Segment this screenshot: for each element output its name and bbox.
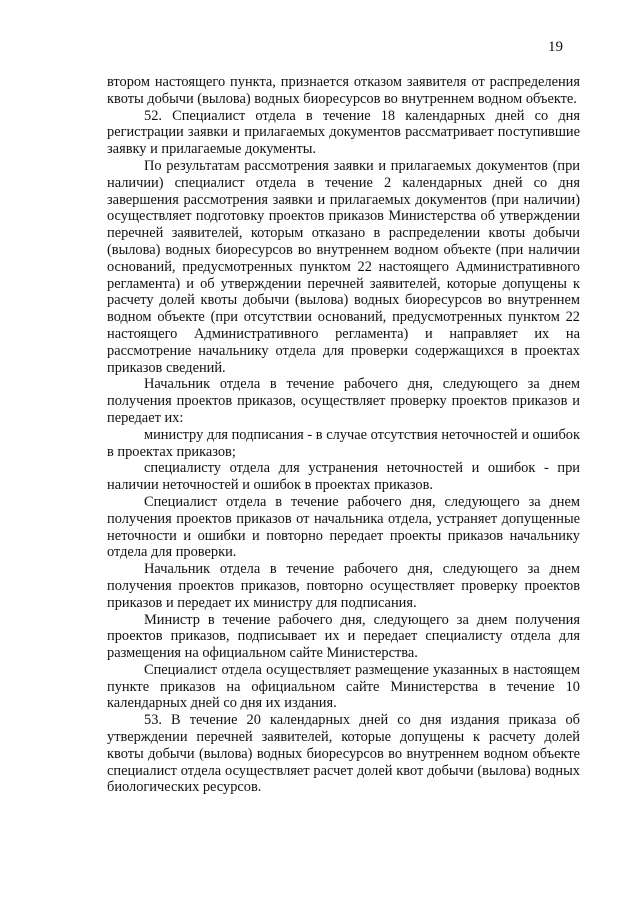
paragraph-head-check: Начальник отдела в течение рабочего дня, следующего за днем получения проектов приказов, осуществляет проверку проектов приказов и передает их: — [107, 376, 580, 426]
page-number: 19 — [548, 39, 563, 55]
paragraph-head-recheck: Начальник отдела в течение рабочего дня, следующего за днем получения проектов приказов, повторно осуществляет проверку проектов приказов и передает их министру для подписания. — [107, 561, 580, 611]
paragraph-minister-sign: Министр в течение рабочего дня, следующего за днем получения проектов приказов, подписывает их и передает специалисту отдела для размещения на официальном сайте Министерства. — [107, 611, 580, 662]
paragraph-review-results: По результатам рассмотрения заявки и прилагаемых документов (при наличии) специалист отдела в течение 2 календарных дней со дня завершения рассмотрения заявки и прилагаемых документов (при наличии) осуществляет подготовку проектов приказов Министерства об утверждении перечней заявителей, которым отказано в распределении квоты добычи (вылова) водных биоресурсов во внутреннем водном объекте (при наличии оснований, предусмотренных пунктом 22 настоящего Административного регламента) и об утверждении перечней заявителей, которые допущены к расчету долей квоты добычи (вылова) водных биоресурсов во внутреннем водном объекте (при отсутствии оснований, предусмотренных пунктом 22 настоящего Административного регламента) и направляет их на рассмотрение начальнику отдела для проверки содержащихся в проектах приказов сведений. — [107, 157, 580, 376]
paragraph-item-52: 52. Специалист отдела в течение 18 календарных дней со дня регистрации заявки и прилагаемых документов рассматривает поступившие заявку и прилагаемые документы. — [107, 107, 580, 158]
paragraph-item-53: 53. В течение 20 календарных дней со дня издания приказа об утверждении перечней заявителей, которые допущены к расчету долей квоты добычи (вылова) водных биоресурсов во внутреннем водном объекте специалист отдела осуществляет расчет долей квот добычи (вылова) водных биологических ресурсов. — [107, 712, 580, 796]
paragraph-continuation: втором настоящего пункта, признается отказом заявителя от распределения квоты добычи (вылова) водных биоресурсов во внутреннем водном объекте. — [107, 74, 580, 107]
paragraph-to-specialist: специалисту отдела для устранения неточностей и ошибок - при наличии неточностей и ошибок в проектах приказов. — [107, 460, 580, 494]
paragraph-publication: Специалист отдела осуществляет размещение указанных в настоящем пункте приказов на официальном сайте Министерства в течение 10 календарных дней со дня их издания. — [107, 661, 580, 712]
body-text — [107, 74, 580, 796]
paragraph-specialist-fix: Специалист отдела в течение рабочего дня, следующего за днем получения проектов приказов от начальника отдела, устраняет допущенные неточности и ошибки и повторно передает проекты приказов начальнику отдела для проверки. — [107, 493, 580, 561]
paragraph-to-minister: министру для подписания - в случае отсутствия неточностей и ошибок в проектах приказов; — [107, 426, 580, 460]
